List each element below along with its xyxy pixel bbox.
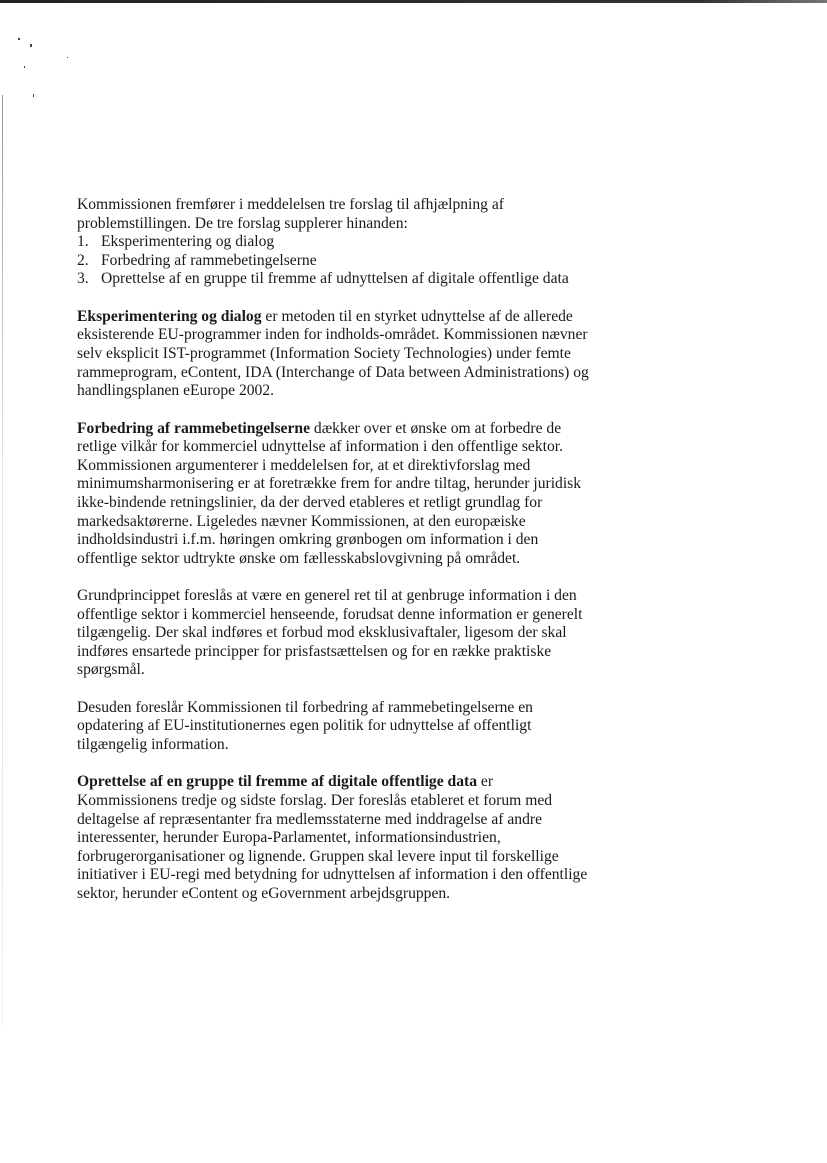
section-text: Grundprincippet foreslås at være en generel ret til at genbruge information i den offentlige sektor i kommerciel henseende, forudsat denne information er generelt tilgængelig. Der skal indføres et forbud mod eksklusivaftaler, ligesom der skal indføres ensartede principper for prisfastsættelsen og for en række praktiske spørgsmål. <box>77 587 583 679</box>
page-edge-shadow <box>2 95 3 1025</box>
section-heading: Forbedring af rammebetingelserne <box>77 419 310 437</box>
list-item-number: 3. <box>77 270 89 288</box>
scan-speck <box>30 44 32 47</box>
list-item <box>77 270 597 289</box>
list-item-number: 2. <box>77 251 89 269</box>
section-text: er Kommissionens tredje og sidste forslag. Der foreslås etableret et forum med deltagelse af repræsentanter fra medlemsstaterne med inddragelse af andre interessenter, herunder Europa-Parlamentet, informationsindustrien, forbrugerorganisationer og lignende. Gruppen skal levere input til forskellige initiativer i EU-regi med betydning for udnyttelsen af information i den offentlige sektor, herunder eContent og eGovernment arbejdsgruppen. <box>77 773 588 902</box>
section-principle <box>77 587 597 680</box>
section-text: er metoden til en styrket udnyttelse af de allerede eksisterende EU-programmer inden for indholds-området. Kommissionen nævner selv eksplicit IST-programmet (Information Society Technologies) under femte rammeprogram, eContent, IDA (Interchange of Data between Administrations) og handlingsplanen eEurope 2002. <box>77 307 589 400</box>
scan-speck <box>67 57 68 58</box>
scan-speck <box>18 38 20 40</box>
list-item-number: 1. <box>77 233 89 251</box>
section-group <box>77 773 597 903</box>
document-body <box>77 196 597 922</box>
section-heading: Oprettelse af en gruppe til fremme af digitale offentlige data <box>77 773 478 791</box>
intro-text: Kommissionen fremfører i meddelelsen tre forslag til afhjælpning af problemstillingen. De tre forslag supplerer hinanden: <box>77 196 504 232</box>
section-heading: Eksperimentering og dialog <box>77 307 262 325</box>
list-item <box>77 233 597 252</box>
proposal-list <box>77 233 597 289</box>
section-text: Desuden foreslår Kommissionen til forbedring af rammebetingelserne en opdatering af EU-institutionernes egen politik for udnyttelse af offentligt tilgængelig information. <box>77 698 533 754</box>
intro-paragraph <box>77 196 597 233</box>
list-item-text: Oprettelse af en gruppe til fremme af udnyttelsen af digitale offentlige data <box>101 270 569 288</box>
scan-speck <box>24 66 25 68</box>
section-update <box>77 699 597 755</box>
list-item-text: Eksperimentering og dialog <box>101 233 275 251</box>
list-item-text: Forbedring af rammebetingelserne <box>101 251 317 269</box>
section-experimentation <box>77 308 597 401</box>
top-border-line <box>0 0 827 3</box>
section-framework <box>77 420 597 569</box>
scan-speck <box>33 94 34 97</box>
list-item <box>77 252 597 271</box>
section-text: dækker over et ønske om at forbedre de retlige vilkår for kommerciel udnyttelse af information i den offentlige sektor. Kommissionen argumenterer i meddelelsen for, at et direktivforslag med minimumsharmonisering er at foretrække frem for andre tiltag, herunder juridisk ikke-bindende retningslinier, da der derved etableres et retligt grundlag for markedsaktørerne. Ligeledes nævner Kommissionen, at den europæiske indholdsindustri i.f.m. høringen omkring grønbogen om information i den offentlige sektor udtrykte ønske om fællesskabslovgivning på området. <box>77 419 582 567</box>
paragraph-spacer <box>77 289 597 308</box>
